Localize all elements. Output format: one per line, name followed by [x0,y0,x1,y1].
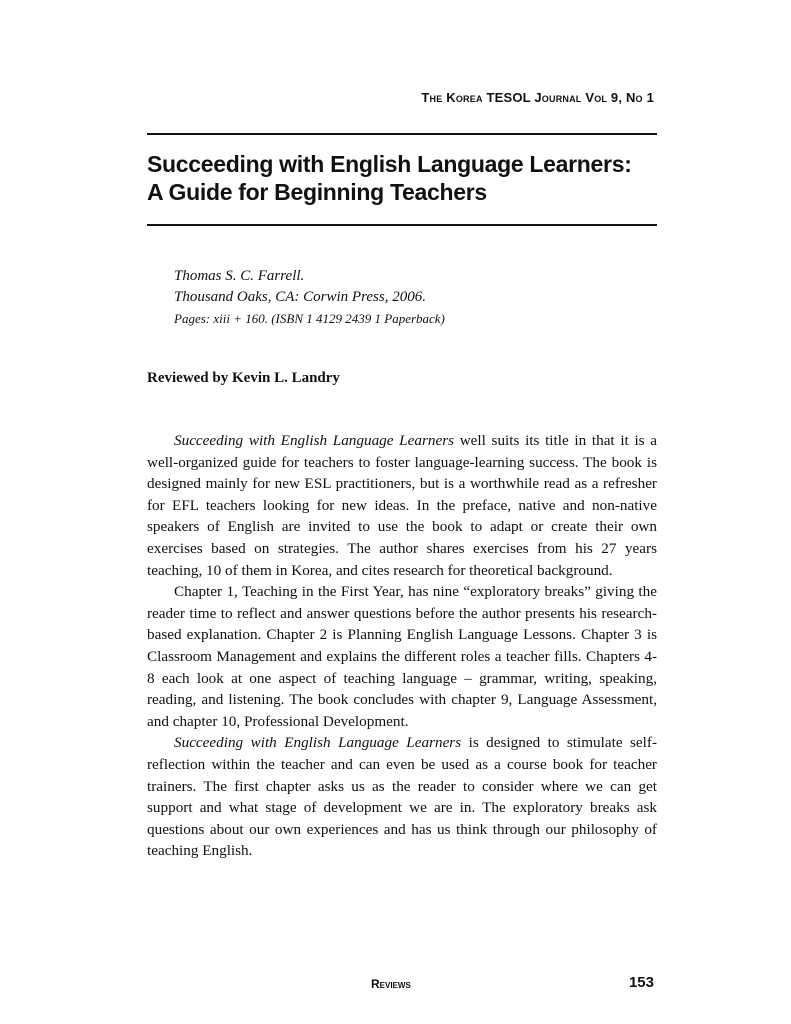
paragraph-text: Chapter 1, Teaching in the First Year, has nine “exploratory breaks” giving the reader time to reflect and answer questions before the author presents his research-based explanation. Chapter 2 is Planning English Language Lessons. Chapter 3 is Classroom Management and explains the different roles a teacher fills. Chapters 4-8 each look at one aspect of teaching language – grammar, writing, speaking, reading, and listening. The book concludes with chapter 9, Language Assessment, and chapter 10, Professional Development. [147,583,657,730]
article-title [147,150,667,206]
review-body [147,430,657,862]
book-title-italic: Succeeding with English Language Learners [174,432,455,449]
journal-name: The Korea TESOL Journal [421,90,582,105]
book-pages-isbn: Pages: xiii + 160. (ISBN 1 4129 2439 1 Paperback) [174,311,445,326]
title-top-rule [147,133,657,135]
bibliographic-info [174,266,654,329]
paragraph-1 [147,430,657,581]
title-line-2: A Guide for Beginning Teachers [147,179,487,205]
book-title-italic: Succeeding with English Language Learners [174,734,462,752]
journal-volume: Vol 9, No 1 [585,90,654,105]
paragraph-text: is designed to stimulate self-reflection within the teacher and can even be used as a course book for teacher trainers. The first chapter asks us as the reader to consider where we can get support and what stage of development we are in. The exploratory breaks ask questions about our own experiences and has us think through our philosophy of teaching English. [147,734,657,860]
paragraph-text: well suits its title in that it is a well-organized guide for teachers to foster language-learning success. The book is designed mainly for new ESL practitioners, but is a worthwhile read as a refresher for EFL teachers looking for new ideas. In the preface, native and non-native speakers of English are invited to use the book to adapt or create their own exercises based on strategies. The author shares exercises from his 27 years teaching, 10 of them in Korea, and cites research for theoretical background. [147,432,657,579]
page-number: 153 [628,974,654,991]
book-author: Thomas S. C. Farrell. [174,268,305,284]
paragraph-3 [147,732,657,862]
footer-section-label: Reviews [371,977,411,991]
running-head [421,90,654,105]
title-line-1: Succeeding with English Language Learners: [147,151,632,177]
title-bottom-rule [147,224,657,226]
reviewer-byline: Reviewed by Kevin L. Landry [147,370,340,386]
paragraph-2 [147,581,657,732]
book-publisher: Thousand Oaks, CA: Corwin Press, 2006. [174,289,426,305]
